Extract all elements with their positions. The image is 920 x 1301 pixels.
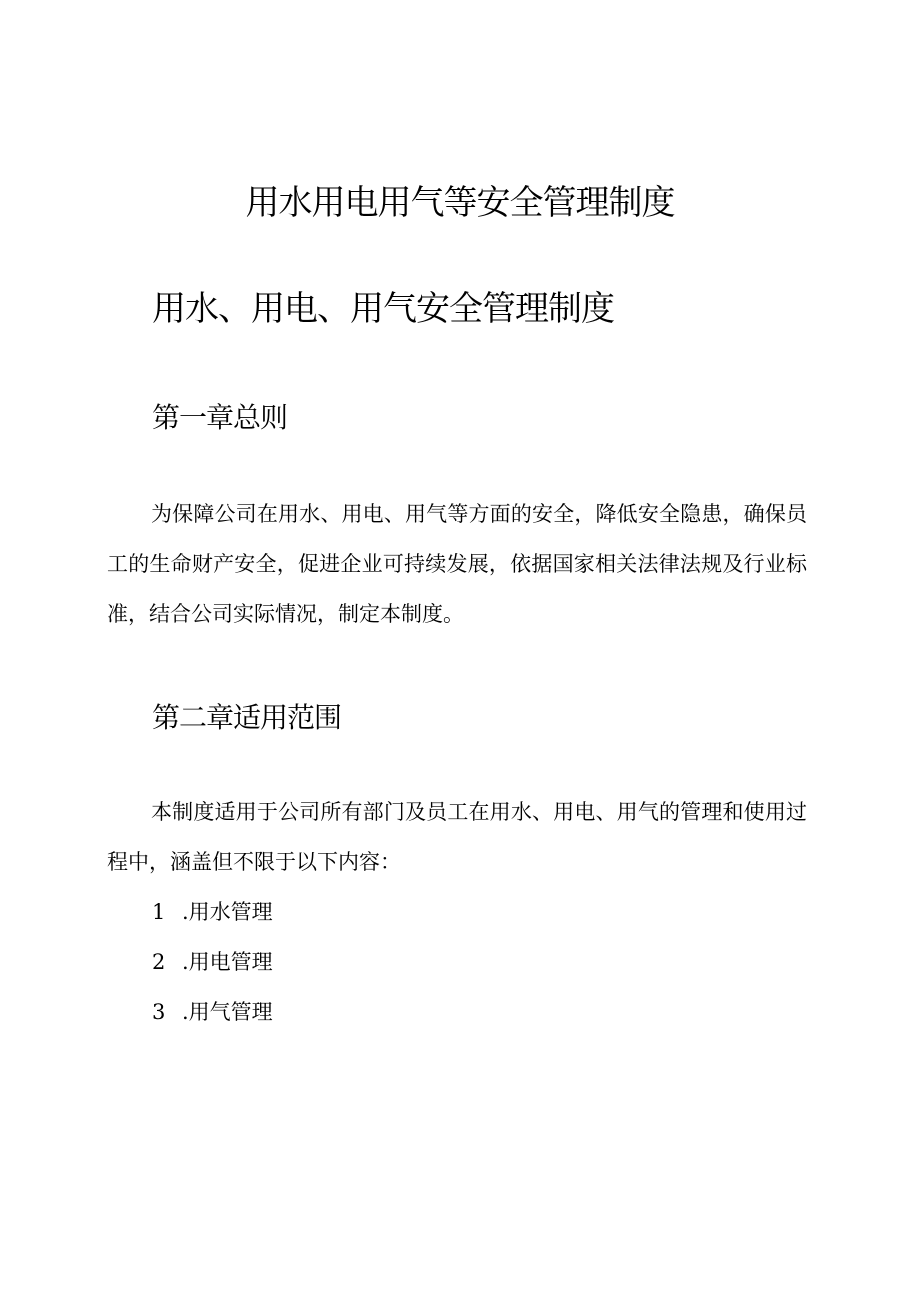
list-item-label: .用水管理 (182, 900, 273, 924)
list-item-label: .用电管理 (182, 950, 273, 974)
chapter-1-paragraph: 为保障公司在用水、用电、用气等方面的安全，降低安全隐患，确保员工的生命财产安全，促进企业可持续发展，依据国家相关法律法规及行业标准，结合公司实际情况，制定本制度。 (107, 502, 807, 626)
chapter-2-heading: 第二章适用范围 (152, 701, 342, 734)
document-subtitle: 用水、用电、用气安全管理制度 (152, 289, 614, 329)
list-item-number: 2 (152, 950, 166, 974)
list-item-number: 1 (152, 900, 166, 924)
chapter-2-paragraph: 本制度适用于公司所有部门及员工在用水、用电、用气的管理和使用过程中，涵盖但不限于以下内容： (107, 800, 807, 874)
list-item (152, 887, 273, 937)
list-item-label: .用气管理 (182, 1000, 273, 1024)
list-item (152, 987, 273, 1037)
list-item (152, 937, 273, 987)
list-item-number: 3 (152, 1000, 166, 1024)
document-title: 用水用电用气等安全管理制度 (245, 183, 675, 223)
scope-list (152, 887, 273, 1037)
chapter-1-heading: 第一章总则 (152, 401, 288, 434)
